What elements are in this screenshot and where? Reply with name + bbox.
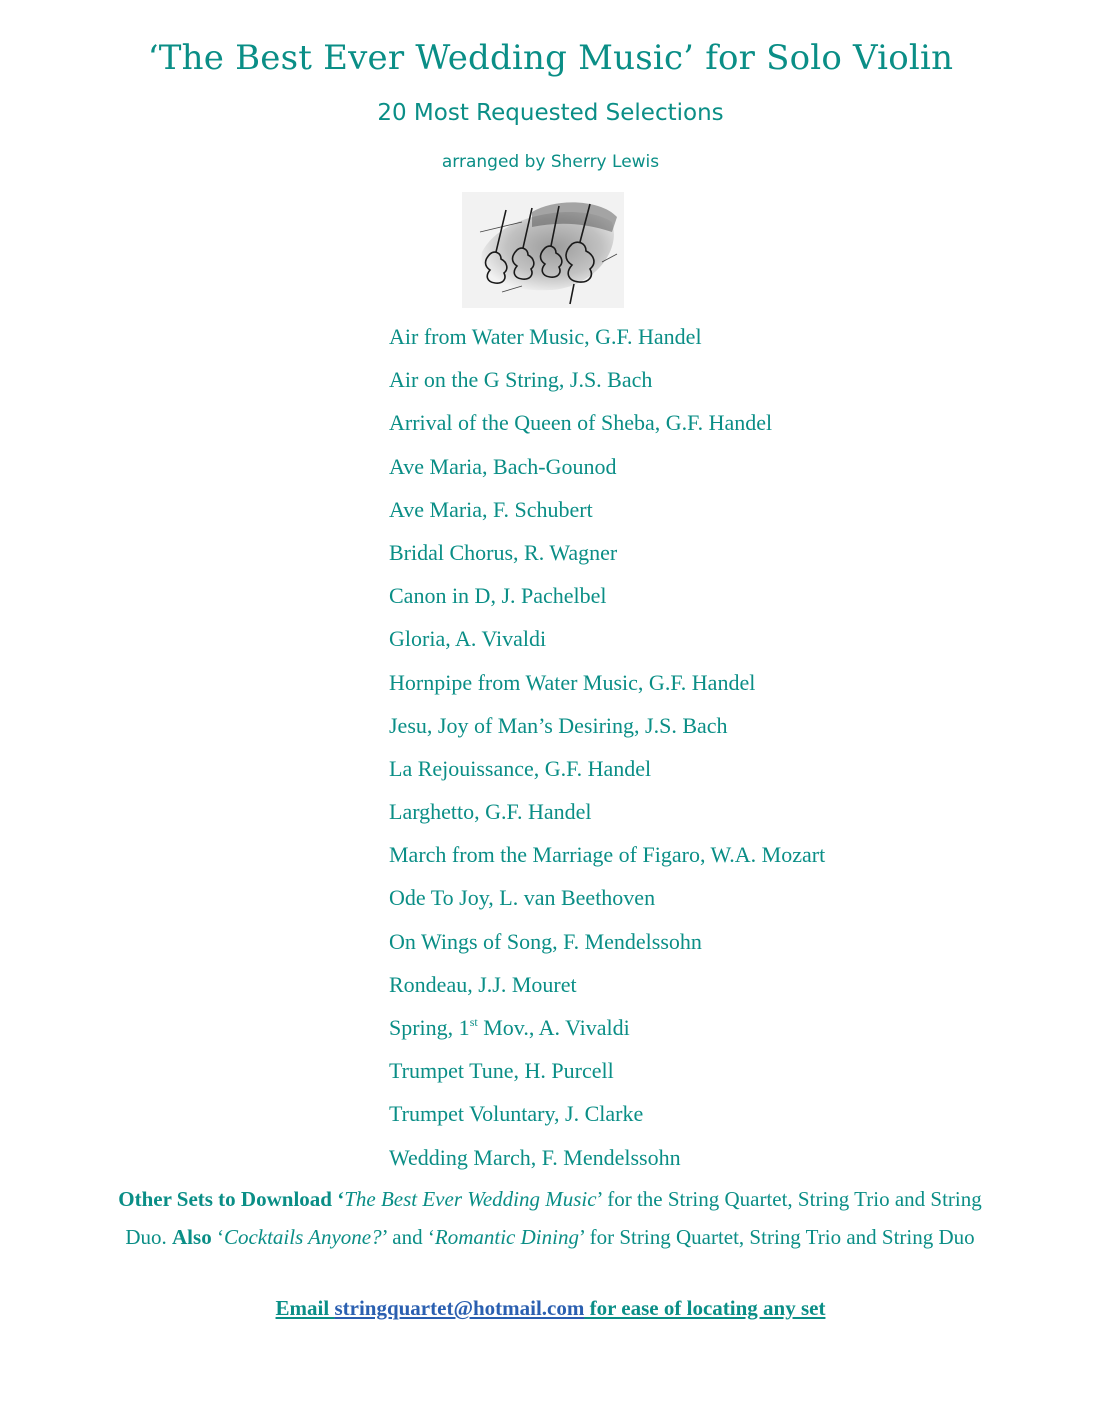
list-item: Air from Water Music, G.F. Handel: [389, 324, 702, 349]
ordinal-suffix: st: [469, 1015, 478, 1029]
list-item: Wedding March, F. Mendelssohn: [389, 1144, 681, 1170]
quote-mark: ‘: [211, 1225, 224, 1249]
list-item: La Rejouissance, G.F. Handel: [389, 755, 652, 781]
arranger-credit: arranged by Sherry Lewis: [441, 152, 660, 172]
list-item: Ode To Joy, L. van Beethoven: [389, 885, 656, 911]
contact-suffix: for ease of locating any set: [584, 1296, 826, 1320]
string-quartet-sketch-icon: [462, 192, 624, 308]
list-item: On Wings of Song, F. Mendelssohn: [389, 928, 702, 954]
page-title: ‘The Best Ever Wedding Music’ for Solo Violin: [147, 38, 954, 78]
contact-line: [0, 1296, 1101, 1321]
list-item: Canon in D, J. Pachelbel: [389, 583, 607, 609]
list-item: Trumpet Voluntary, J. Clarke: [389, 1101, 644, 1127]
contact-prefix: Email: [275, 1296, 335, 1320]
list-item: Jesu, Joy of Man’s Desiring, J.S. Bach: [389, 712, 728, 738]
page-subtitle: 20 Most Requested Selections: [377, 100, 724, 126]
other-sets-heading: Other Sets to Download: [118, 1187, 332, 1211]
list-item: Hornpipe from Water Music, G.F. Handel: [389, 669, 756, 695]
list-item: Gloria, A. Vivaldi: [389, 626, 547, 652]
set-title-cocktails: Cocktails Anyone?: [223, 1225, 382, 1249]
list-item: Larghetto, G.F. Handel: [389, 799, 592, 825]
list-item: [389, 1012, 825, 1055]
list-item: Bridal Chorus, R. Wagner: [389, 539, 618, 565]
set-title-wedding: The Best Ever Wedding Music: [344, 1187, 597, 1211]
quote-mark: ‘: [331, 1187, 345, 1211]
set-description: ’ for String Quartet, String Trio and String Duo: [578, 1225, 975, 1249]
list-item: Trumpet Tune, H. Purcell: [389, 1058, 614, 1084]
list-item: Rondeau, J.J. Mouret: [389, 971, 577, 997]
other-sets-note: [110, 1180, 990, 1256]
also-label: Also: [172, 1225, 212, 1249]
set-description: ’ for the String Quartet, String Trio and String Duo.: [125, 1187, 982, 1249]
list-item: Ave Maria, F. Schubert: [389, 496, 593, 522]
list-item: Ave Maria, Bach-Gounod: [389, 453, 617, 479]
list-item: Air on the G String, J.S. Bach: [389, 367, 653, 393]
spring-title: Spring, 1: [389, 1015, 470, 1040]
conjunction: ’ and ‘: [381, 1225, 435, 1249]
list-item: Arrival of the Queen of Sheba, G.F. Handel: [389, 410, 773, 436]
email-link[interactable]: stringquartet@hotmail.com: [334, 1296, 585, 1320]
spring-composer: Mov., A. Vivaldi: [477, 1015, 630, 1040]
set-title-dining: Romantic Dining: [434, 1225, 579, 1249]
list-item: March from the Marriage of Figaro, W.A. Mozart: [389, 842, 826, 868]
selections-list: [389, 321, 825, 1185]
